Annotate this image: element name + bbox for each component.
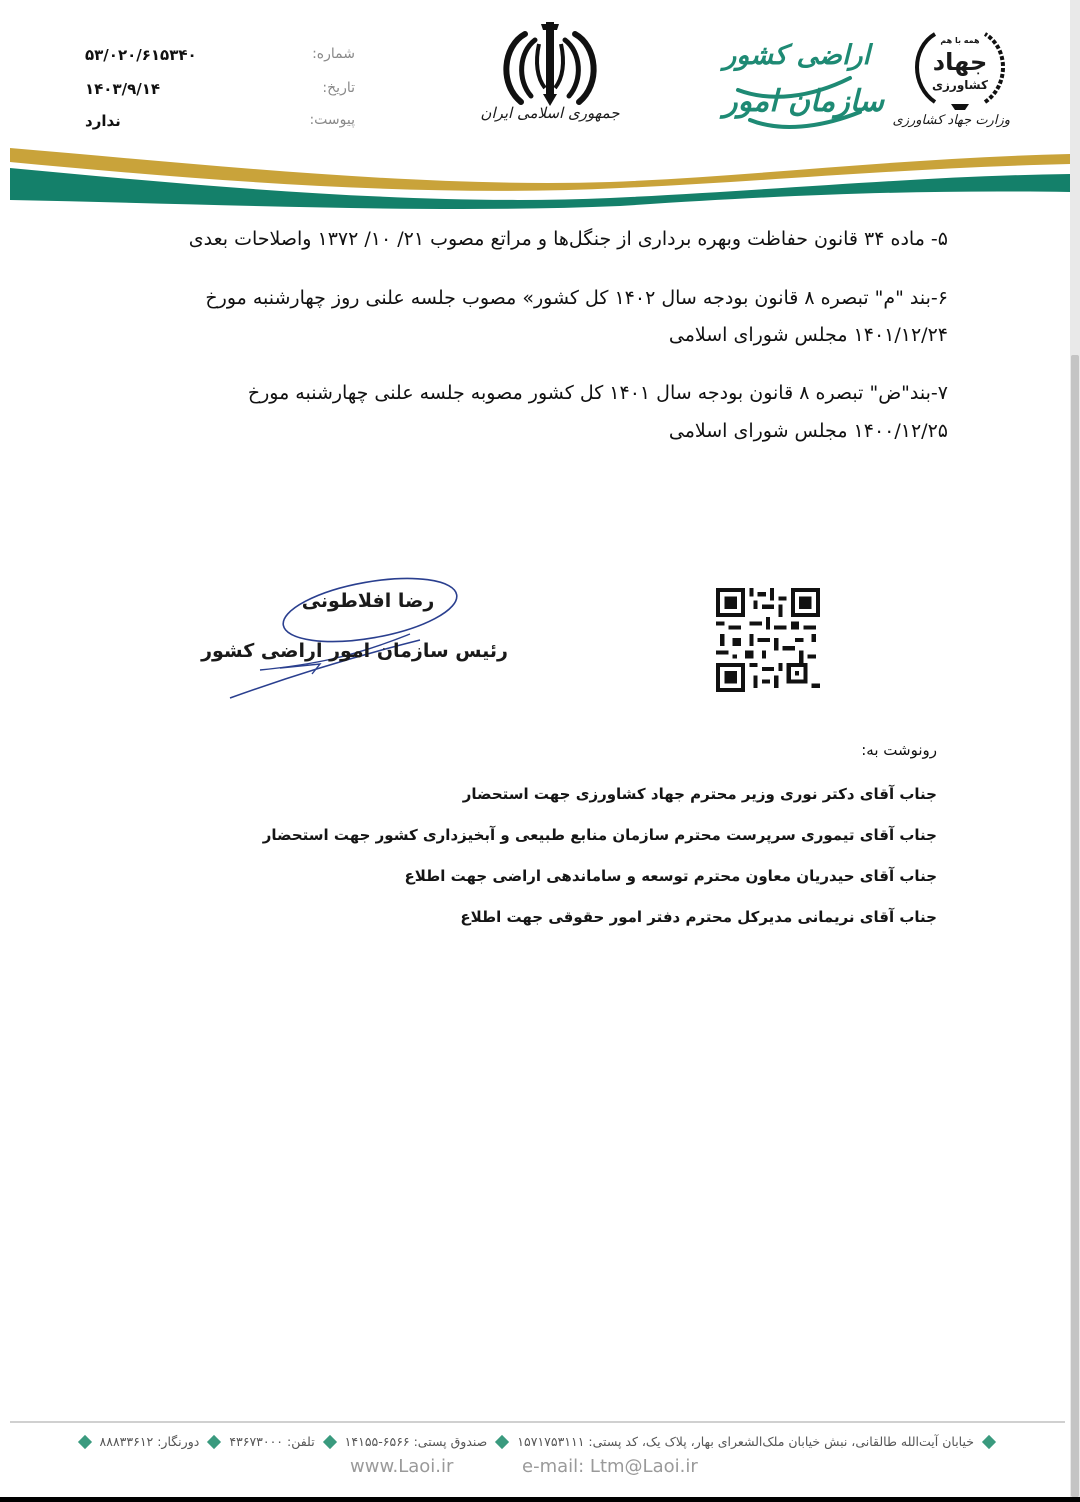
ministry-badge-main: جهاد xyxy=(932,48,988,76)
diamond-bullet-icon xyxy=(323,1434,337,1448)
cc-item: جناب آقای نریمانی مدیرکل محترم دفتر امور حقوقی جهت اطلاع xyxy=(460,908,937,926)
footer-email[interactable]: e-mail: Ltm@Laoi.ir xyxy=(522,1456,698,1477)
footer-website[interactable]: www.Laoi.ir xyxy=(350,1456,454,1477)
signatory-name: رضا افلاطونی xyxy=(301,590,435,612)
footer-po-box: صندوق پستی: ۶۵۶۶-۱۴۱۵۵ xyxy=(344,1434,488,1449)
ministry-badge-top: همه با هم xyxy=(940,36,980,45)
footer-contact xyxy=(76,1434,998,1449)
signatory-title: رئیس سازمان امور اراضی کشور xyxy=(201,640,508,662)
cc-item: جناب آقای دکتر نوری وزیر محترم جهاد کشاورزی جهت استحضار xyxy=(462,785,937,803)
letter-date-label: تاریخ: xyxy=(322,80,355,96)
meta-row-number xyxy=(85,46,355,70)
emblem-caption: جمهوری اسلامی ایران xyxy=(480,104,620,122)
footer-fax: دورنگار: ۸۸۸۳۳۶۱۲ xyxy=(99,1434,200,1449)
diamond-bullet-icon xyxy=(77,1434,91,1448)
ministry-caption: وزارت جهاد کشاورزی xyxy=(892,113,1010,128)
meta-row-attachment xyxy=(85,112,355,136)
letter-attachment: ندارد xyxy=(85,112,121,130)
cc-item: جناب آقای حیدریان معاون محترم توسعه و ساماندهی اراضی جهت اطلاع xyxy=(404,867,937,885)
letter-date: ۱۴۰۳/۹/۱۴ xyxy=(85,80,161,98)
ministry-badge-sub: کشاورزی xyxy=(932,78,988,92)
paragraph-item-7-line-2: ۱۴۰۰/۱۲/۲۵ مجلس شورای اسلامی xyxy=(668,420,948,442)
diamond-bullet-icon xyxy=(207,1434,221,1448)
meta-row-date xyxy=(85,80,355,104)
diamond-bullet-icon xyxy=(982,1434,996,1448)
letter-number-label: شماره: xyxy=(312,46,355,62)
cc-title: رونوشت به: xyxy=(861,741,937,759)
footer-divider xyxy=(10,1421,1065,1423)
footer-address: خیابان آیت‌الله طالقانی، نبش خیابان ملک‌الشعرای بهار، پلاک یک، کد پستی: ۱۵۷۱۷۵۳۱۱۱ xyxy=(517,1434,974,1449)
footer-phone: تلفن: ۴۳۶۷۳۰۰۰ xyxy=(229,1434,315,1449)
logo-line-1: اراضی کشور xyxy=(723,40,870,71)
letter-attachment-label: پیوست: xyxy=(309,112,355,128)
paragraph-item-6-line-1: ۶-بند "م" تبصره ۸ قانون بودجه سال ۱۴۰۲ کل کشور» مصوب جلسه علنی روز چهارشنبه مورخ xyxy=(205,287,948,309)
cc-item: جناب آقای تیموری سرپرست محترم سازمان منابع طبیعی و آبخیزداری کشور جهت استحضار xyxy=(262,826,937,844)
qr-code-icon xyxy=(716,588,820,692)
bottom-edge-band xyxy=(0,1497,1080,1502)
header-wave-bands xyxy=(0,140,1070,210)
scrollbar-thumb[interactable] xyxy=(1071,355,1079,1497)
letter-number: ۵۳/۰۲۰/۶۱۵۳۴۰ xyxy=(85,46,197,64)
paragraph-item-7-line-1: ۷-بند"ض" تبصره ۸ قانون بودجه سال ۱۴۰۱ کل کشور مصوبه جلسه علنی چهارشنبه مورخ xyxy=(247,382,948,404)
diamond-bullet-icon xyxy=(495,1434,509,1448)
organization-logo xyxy=(723,28,890,138)
logo-line-2: سازمان امور xyxy=(723,84,884,119)
paragraph-item-5: ۵- ماده ۳۴ قانون حفاظت وبهره برداری از جنگل‌ها و مراتع مصوب ۲۱/ ۱۰/ ۱۳۷۲ واصلاحات بعدی xyxy=(188,228,948,250)
paragraph-item-6-line-2: ۱۴۰۱/۱۲/۲۴ مجلس شورای اسلامی xyxy=(668,324,948,346)
